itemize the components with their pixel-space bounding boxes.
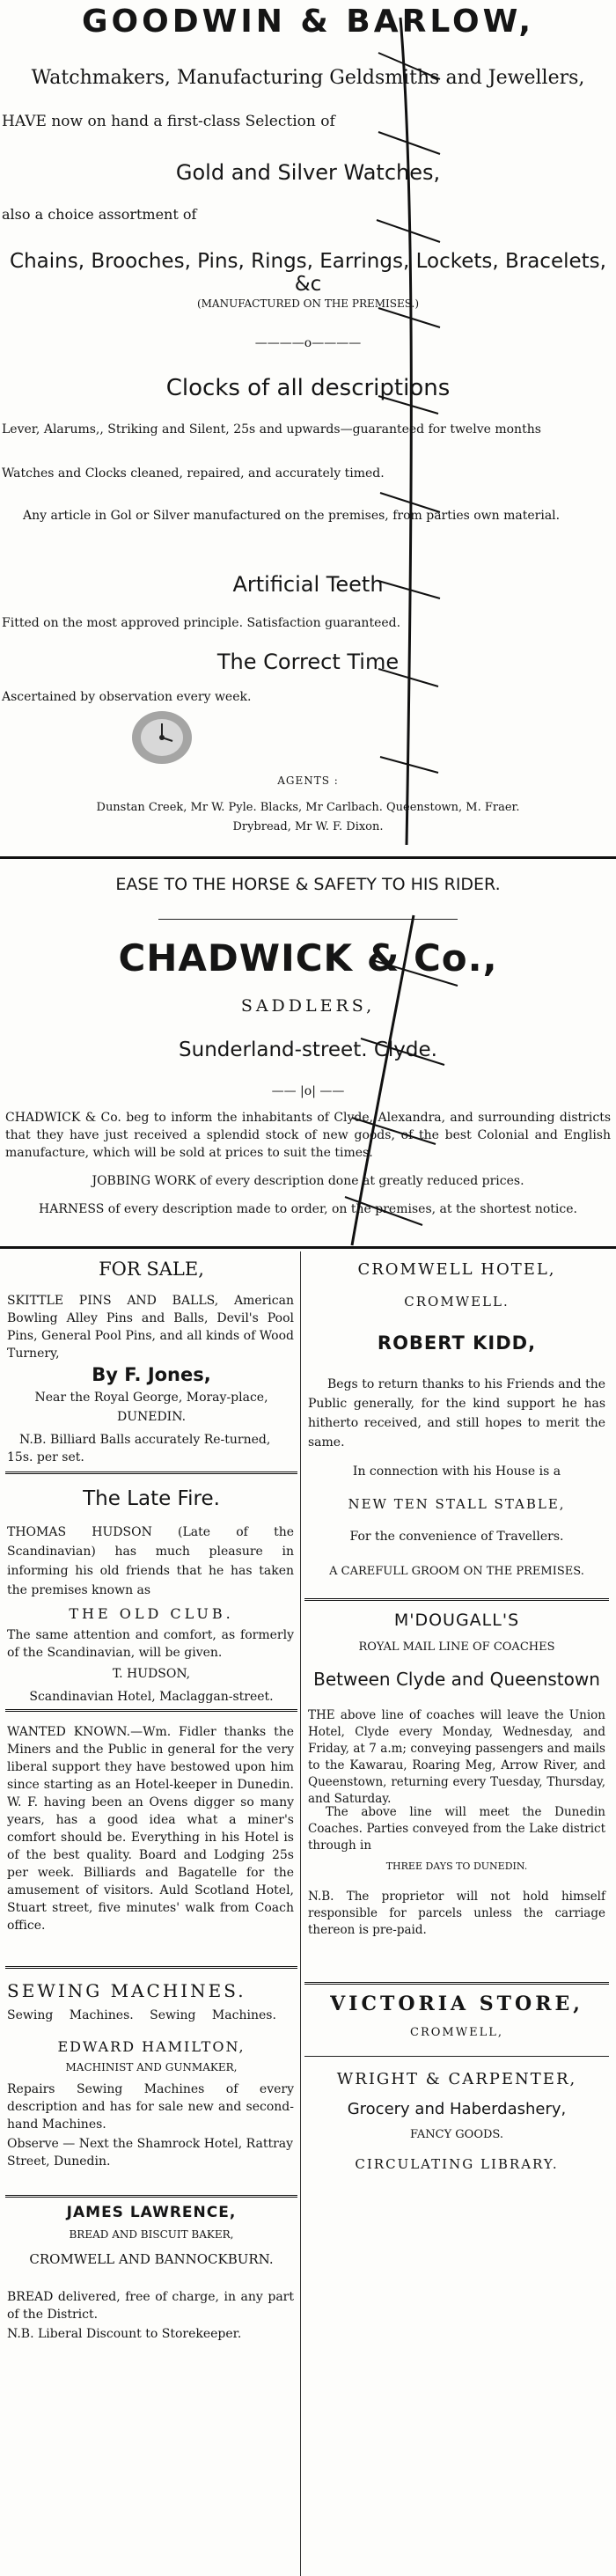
latefire-sig2: Scandinavian Hotel, Maclaggan-street. xyxy=(29,1690,274,1704)
victoria-library: CIRCULATING LIBRARY. xyxy=(355,2156,559,2172)
teeth-desc: Fitted on the most approved principle. Satisfaction guaranteed. xyxy=(2,616,401,630)
sewing-observe: Observe — Next the Shamrock Hotel, Rattray Street, Dunedin. xyxy=(7,2137,294,2169)
chadwick-harness: HARNESS of every description made to order, on the premises, at the shortest notice. xyxy=(39,1202,577,1216)
chadwick-jobbing: JOBBING WORK of every description done at greatly reduced prices. xyxy=(92,1174,524,1188)
lawrence-nb: N.B. Liberal Discount to Storekeeper. xyxy=(7,2327,242,2341)
victoria-goods: Grocery and Haberdashery, xyxy=(347,2100,567,2118)
forsale-body: SKITTLE PINS AND BALLS, American Bowling Alley Pins and Balls, Devil's Pool Pins, General Pool Pins, and all kinds of Wood Turnery, xyxy=(7,1294,294,1361)
time-desc: Ascertained by observation every week. xyxy=(2,690,252,704)
cromwell-stable: NEW TEN STALL STABLE, xyxy=(348,1496,566,1512)
mdougall-nb: N.B. The proprietor will not hold himself responsible for parcels unless the carriage thereon is pre-paid. xyxy=(308,1890,605,1937)
goodwin-assortment: also a choice assortment of xyxy=(2,206,197,223)
clocks-title: Clocks of all descriptions xyxy=(165,375,451,401)
divider-rule xyxy=(5,1709,297,1712)
cromwell-groom: A CAREFULL GROOM ON THE PREMISES. xyxy=(329,1565,584,1578)
agents-line2: Drybread, Mr W. F. Dixon. xyxy=(232,820,384,833)
goodwin-watches: Gold and Silver Watches, xyxy=(175,160,441,185)
goodwin-chains: Chains, Brooches, Pins, Rings, Earrings, Lockets, Bracelets, &c xyxy=(10,250,606,296)
chadwick-address: Sunderland-street. Clyde. xyxy=(179,1038,437,1061)
divider-rule xyxy=(304,1598,609,1601)
teeth-title: Artificial Teeth xyxy=(232,572,384,597)
latefire-ad xyxy=(5,1479,297,1704)
forsale-nb: N.B. Billiard Balls accurately Re-turned, 15s. per set. xyxy=(7,1433,271,1464)
column-divider xyxy=(300,1251,301,2576)
chadwick-body: CHADWICK & Co. beg to inform the inhabitants of Clyde, Alexandra, and surrounding districts that they have just received a splendid stock of new goods, of the best Colonial and English manufacture, which will be sold at prices to suit the times. xyxy=(5,1111,611,1160)
sewing-name: EDWARD HAMILTON, xyxy=(57,2038,246,2055)
goodwin-any-article: Any article in Gol or Silver manufactured on the premises, from parties own material. xyxy=(23,509,561,523)
mdougall-route: Between Clyde and Queenstown xyxy=(313,1669,600,1690)
clocks-desc: Lever, Alarums,, Striking and Silent, 25s and upwards—guaranteed for twelve months xyxy=(2,422,541,437)
victoria-rule xyxy=(304,2056,609,2057)
cromwell-place: CROMWELL. xyxy=(404,1294,510,1310)
mdougall-title: M'DOUGALL'S xyxy=(393,1611,520,1630)
mdougall-days: THREE DAYS TO DUNEDIN. xyxy=(385,1860,528,1872)
chadwick-name: CHADWICK & Co., xyxy=(118,936,498,980)
victoria-fancy: FANCY GOODS. xyxy=(409,2128,503,2141)
goodwin-divider: ————o———— xyxy=(254,336,362,350)
goodwin-intro: HAVE now on hand a first-class Selection of xyxy=(2,113,335,130)
chadwick-rule xyxy=(158,919,458,920)
time-title: The Correct Time xyxy=(216,650,400,674)
mdougall-body2: The above line will meet the Dunedin Coaches. Parties conveyed from the Lake district through in xyxy=(308,1805,605,1853)
victoria-owners: WRIGHT & CARPENTER, xyxy=(336,2070,577,2088)
victoria-ad xyxy=(304,1989,609,2218)
divider-rule xyxy=(5,2195,297,2198)
sewing-trade: MACHINIST AND GUNMAKER, xyxy=(65,2061,238,2073)
lawrence-name: JAMES LAWRENCE, xyxy=(66,2204,237,2221)
lawrence-place: CROMWELL AND BANNOCKBURN. xyxy=(29,2251,274,2267)
latefire-sig: T. HUDSON, xyxy=(112,1667,191,1681)
chadwick-ornament: —— |o| —— xyxy=(271,1084,345,1098)
cromwell-body: Begs to return thanks to his Friends and the Public generally, for the kind support he has hitherto received, and still hopes to merit the same. xyxy=(308,1377,605,1449)
victoria-title: VICTORIA STORE, xyxy=(330,1993,583,2015)
cromwell-title: CROMWELL HOTEL, xyxy=(357,1260,556,1279)
latefire-body: THOMAS HUDSON (Late of the Scandinavian) has much pleasure in informing his old friends that he has taken the premises known as xyxy=(7,1525,294,1597)
wanted-ad xyxy=(5,1718,297,1964)
forsale-near: Near the Royal George, Moray-place, xyxy=(34,1391,268,1405)
mdougall-sub: ROYAL MAIL LINE OF COACHES xyxy=(358,1640,555,1654)
mdougall-body: THE above line of coaches will leave the Union Hotel, Clyde every Monday, Wednesday, and Friday, at 7 a.m; conveying passengers and mails to the Kawarau, Roaring Meg, Arrow River, and Queenstown, returning every Tuesday, Thursday, and Saturday. xyxy=(308,1708,605,1806)
cromwell-conv: For the convenience of Travellers. xyxy=(349,1530,564,1544)
forsale-city: DUNEDIN. xyxy=(116,1410,187,1424)
wanted-body: WANTED KNOWN.—Wm. Fidler thanks the Miners and the Public in general for the very liberal support they have bestowed upon him since starting as an Hotel-keeper in Dunedin. W. F. having been an Ovens digger so many years, has a good idea what a miner's comfort should be. Everything in his Hotel is of the best quality. Board and Lodging 25s per week. Billiards and Bagatelle for the amusement of visitors. Auld Scotland Hotel, Stuart street, five minutes' walk from Coach office. xyxy=(7,1725,294,1933)
lawrence-trade: BREAD AND BISCUIT BAKER, xyxy=(69,2228,234,2241)
mdougall-ad xyxy=(304,1605,609,2028)
lawrence-ad xyxy=(5,2202,297,2369)
latefire-club: THE OLD CLUB. xyxy=(69,1605,234,1622)
forsale-title: FOR SALE, xyxy=(99,1259,204,1280)
chadwick-headline: EASE TO THE HORSE & SAFETY TO HIS RIDER. xyxy=(115,875,501,894)
goodwin-title: GOODWIN & BARLOW, xyxy=(81,4,535,40)
divider-rule xyxy=(5,1471,297,1474)
sewing-body: Repairs Sewing Machines of every description and has for sale new and second-hand Machines. xyxy=(7,2082,294,2132)
sewing-line: Sewing Machines. Sewing Machines. xyxy=(7,2008,276,2022)
divider-rule xyxy=(0,1246,616,1249)
forsale-ad xyxy=(5,1251,297,1464)
divider-rule xyxy=(0,856,616,859)
chadwick-trade: SADDLERS, xyxy=(240,996,376,1016)
goodwin-trade: Watchmakers, Manufacturing Geldsmiths and Jewellers, xyxy=(31,67,585,89)
forsale-by: By F. Jones, xyxy=(92,1364,211,1385)
cromwell-ad xyxy=(304,1251,609,1639)
agents-label: AGENTS : xyxy=(277,774,339,787)
latefire-body2: The same attention and comfort, as formerly of the Scandinavian, will be given. xyxy=(7,1628,294,1660)
latefire-title: The Late Fire. xyxy=(83,1487,220,1510)
lawrence-body: BREAD delivered, free of charge, in any part of the District. xyxy=(7,2290,294,2322)
cromwell-conn: In connection with his House is a xyxy=(352,1464,561,1479)
divider-rule xyxy=(304,1982,609,1985)
chadwick-ad xyxy=(0,862,616,1250)
agents-line1: Dunstan Creek, Mr W. Pyle. Blacks, Mr Carlbach. Queenstown, M. Fraer. xyxy=(96,801,520,814)
cromwell-owner: ROBERT KIDD, xyxy=(377,1332,537,1354)
goodwin-manufactured: (MANUFACTURED ON THE PREMISES.) xyxy=(196,297,420,310)
goodwin-barlow-ad xyxy=(0,0,616,883)
clock-ornament-icon xyxy=(125,704,199,771)
sewing-title: SEWING MACHINES. xyxy=(7,1980,246,2001)
sewing-ad xyxy=(5,1973,297,2169)
goodwin-cleaned: Watches and Clocks cleaned, repaired, and accurately timed. xyxy=(2,466,385,481)
victoria-place: CROMWELL, xyxy=(410,2026,503,2039)
divider-rule xyxy=(5,1966,297,1969)
